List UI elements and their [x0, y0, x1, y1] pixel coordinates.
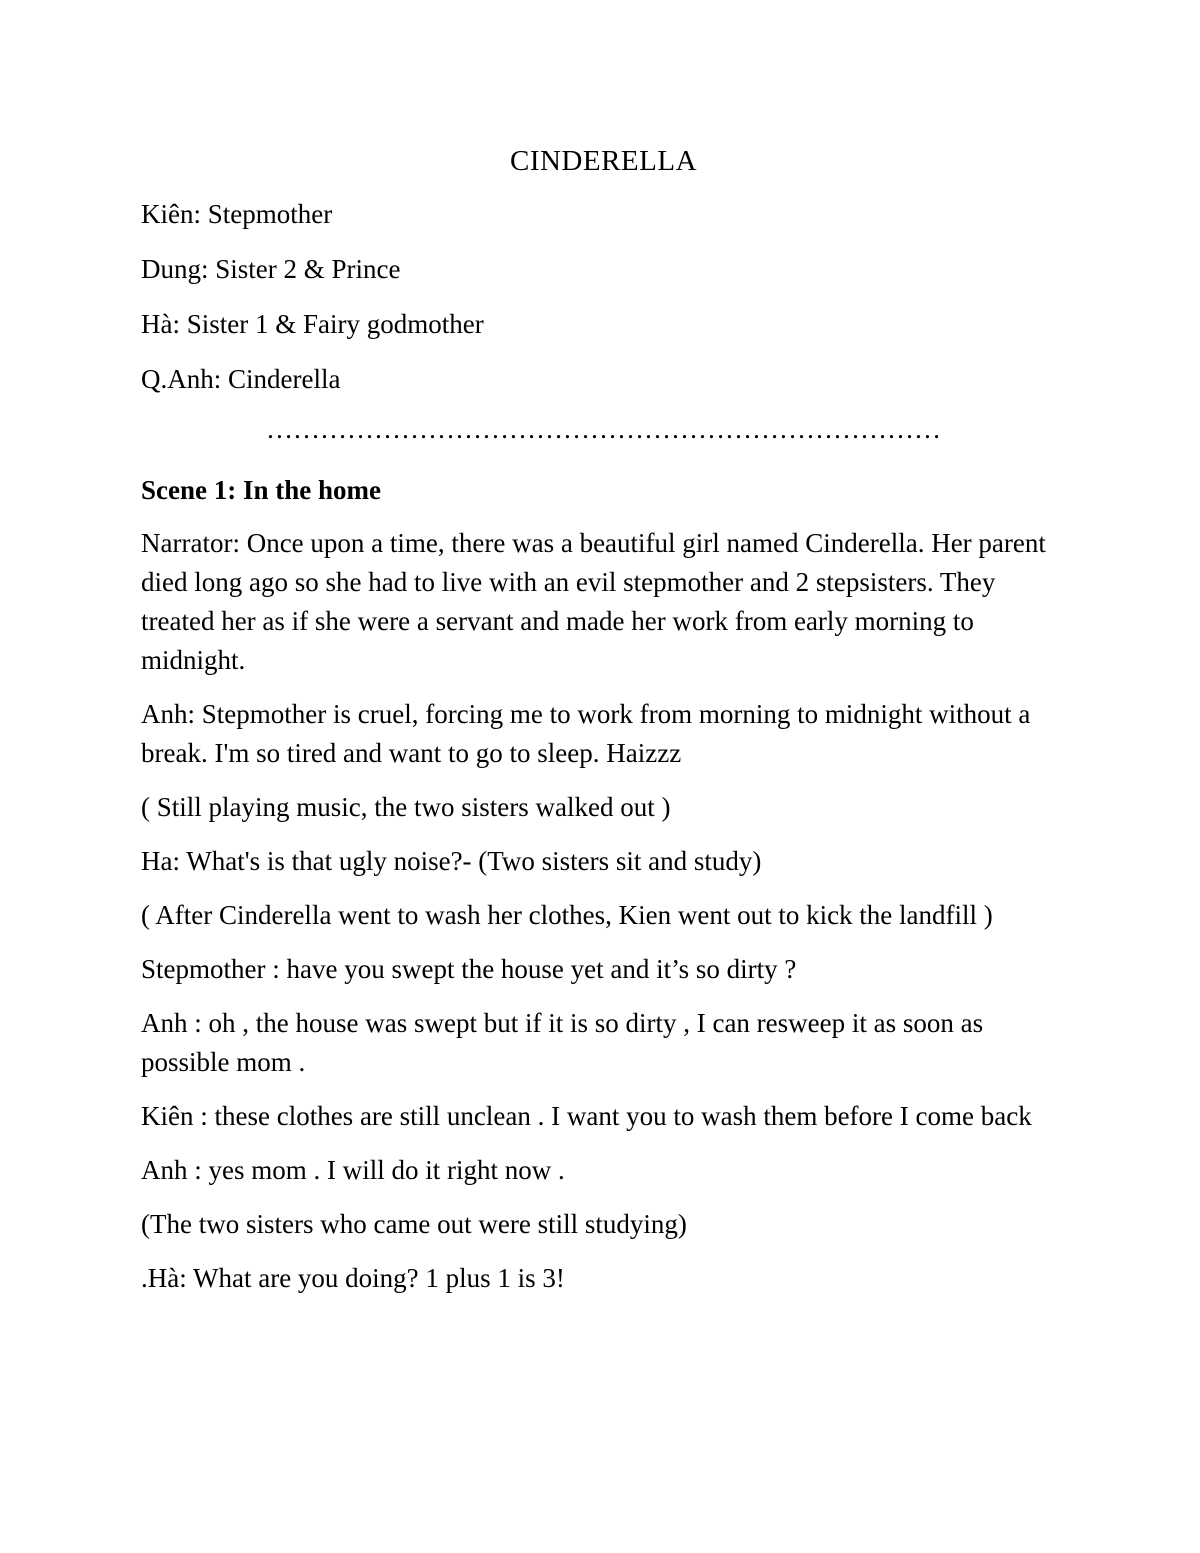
- cast-line-dung: Dung: Sister 2 & Prince: [141, 254, 401, 284]
- document-page: [141, 142, 1066, 1313]
- paragraph-stage-direction-2: ( After Cinderella went to wash her clothes, Kien went out to kick the landfill ): [141, 900, 993, 930]
- paragraph-anh-1: Anh: Stepmother is cruel, forcing me to work from morning to midnight without a break. I'm so tired and want to go to sleep. Haizzz: [141, 699, 1031, 768]
- scene-heading: Scene 1: In the home: [141, 475, 381, 505]
- cast-line-kien: Kiên: Stepmother: [141, 199, 333, 229]
- paragraph-kien: Kiên : these clothes are still unclean . I want you to wash them before I come back: [141, 1101, 1032, 1131]
- paragraph-narrator: Narrator: Once upon a time, there was a beautiful girl named Cinderella. Her parent died long ago so she had to live with an evil stepmother and 2 stepsisters. They treated her as if she were a servant and made her work from early morning to midnight.: [141, 528, 1046, 675]
- paragraph-stage-direction-1: ( Still playing music, the two sisters walked out ): [141, 792, 671, 822]
- paragraph-stepmother: Stepmother : have you swept the house yet and it’s so dirty ?: [141, 954, 797, 984]
- cast-line-qanh: Q.Anh: Cinderella: [141, 364, 341, 394]
- cast-line-ha: Hà: Sister 1 & Fairy godmother: [141, 309, 484, 339]
- paragraph-anh-3: Anh : yes mom . I will do it right now .: [141, 1155, 565, 1185]
- paragraph-ha-1: Ha: What's is that ugly noise?- (Two sisters sit and study): [141, 846, 762, 876]
- paragraph-anh-2: Anh : oh , the house was swept but if it is so dirty , I can resweep it as soon as possible mom .: [141, 1008, 984, 1077]
- paragraph-stage-direction-3: (The two sisters who came out were still studying): [141, 1209, 687, 1239]
- document-title: CINDERELLA: [509, 145, 698, 177]
- section-separator: …………………………………………………………………: [266, 414, 941, 444]
- paragraph-ha-2: .Hà: What are you doing? 1 plus 1 is 3!: [141, 1263, 565, 1293]
